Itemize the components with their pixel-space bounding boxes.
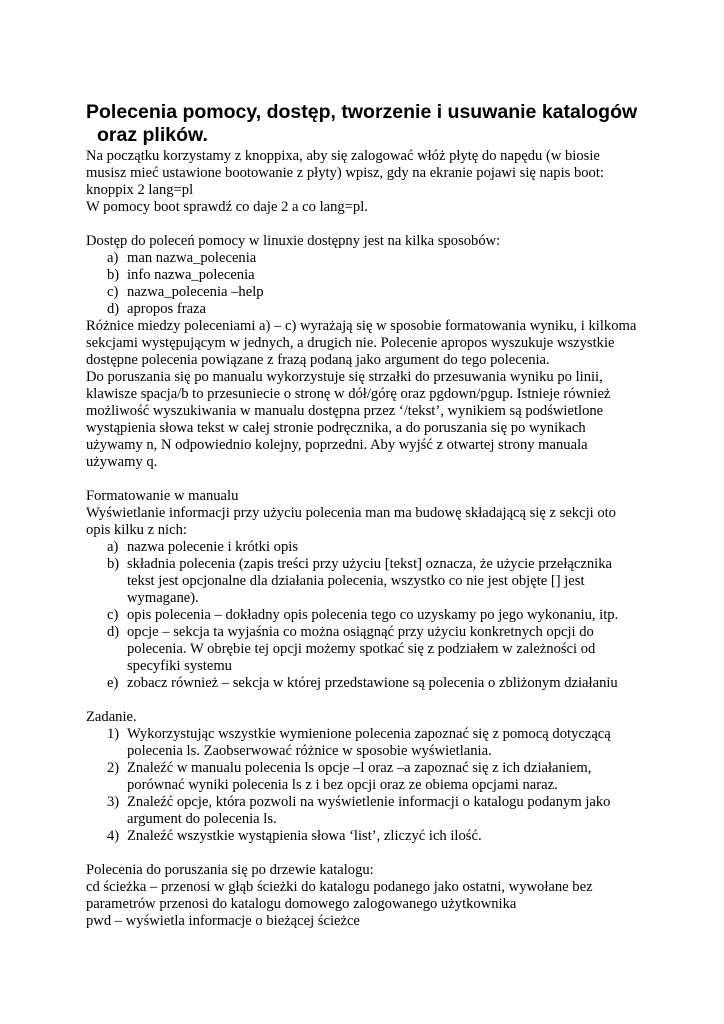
task-item-continuation [86,743,646,760]
list-text: apropos fraza [127,301,207,317]
list-marker: 2) [107,760,120,776]
list-marker: b) [107,556,120,572]
help-paragraph-line: dostępne polecenia powiązane z frazą podaną jako argument do tego polecenia. [86,352,550,368]
intro-line: musisz mieć ustawione bootowanie z płyty) wpisz, gdy na ekranie pojawi się napis boot: [86,165,604,181]
task-item [86,828,646,845]
paragraph-gap [86,692,646,709]
list-marker: d) [107,624,120,640]
list-item [86,624,646,641]
navigation-line: pwd – wyświetla informacje o bieżącej ścieżce [86,913,360,929]
list-text: specyfiki systemu [127,658,232,674]
list-marker: c) [107,607,119,623]
list-text: tekst jest opcjonalne dla działania polecenia, wszystko co nie jest objęte [] jest [127,573,585,589]
paragraph-gap [86,471,646,488]
list-text: Znaleźć opcje, która pozwoli na wyświetlenie informacji o katalogu podanym jako [127,794,611,810]
paragraph-gap [86,845,646,862]
list-marker: 3) [107,794,120,810]
list-item [86,675,646,692]
list-text: polecenia. W obrębie tej opcji możemy spotkać się z podziałem w zależności od [127,641,596,657]
task-item [86,794,646,811]
task-item [86,726,646,743]
formatting-lead-line: opis kilku z nich: [86,522,187,538]
list-text: zobacz również – sekcja w której przedstawione są polecenia o zbliżonym działaniu [127,675,618,691]
list-text: nazwa_polecenia –help [127,284,264,300]
list-text: info nazwa_polecenia [127,267,255,283]
task-item-continuation [86,811,646,828]
help-paragraph-line: używamy n, N odpowiednio kolejny, poprzedni. Aby wyjść z otwartej strony manuala [86,437,588,453]
help-paragraph-line: Różnice miedzy poleceniami a) – c) wyrażają się w sposobie formatowania wyniku, i kilkoma [86,318,637,334]
help-lead: Dostęp do poleceń pomocy w linuxie dostępny jest na kilka sposobów: [86,233,501,249]
help-paragraph-line: Do poruszania się po manualu wykorzystuje się strzałki do przesuwania wyniku po linii, [86,369,603,385]
list-marker: 1) [107,726,120,742]
list-text: argument do polecenia ls. [127,811,277,827]
list-text: Wykorzystując wszystkie wymienione polecenia zapoznać się z pomocą dotyczącą [127,726,611,742]
paragraph-gap [86,216,646,233]
section-heading: Zadanie. [86,709,137,725]
title-line-2: oraz plików. [97,124,208,146]
list-item-continuation [86,573,646,590]
page-title [86,101,686,147]
help-paragraph-line: używamy q. [86,454,158,470]
list-item [86,556,646,573]
section-heading: Formatowanie w manualu [86,488,239,504]
help-paragraph-line: klawisze spacja/b to przesuniecie o stronę w dół/górę oraz pgdown/pgup. Istnieje również [86,386,611,402]
intro-line: Na początku korzystamy z knoppixa, aby się zalogować włóż płytę do napędu (w biosie [86,148,600,164]
list-text: Znaleźć wszystkie wystąpienia słowa ‘list’, zliczyć ich ilość. [127,828,482,844]
formatting-lead-line: Wyświetlanie informacji przy użyciu polecenia man ma budowę składającą się z sekcji oto [86,505,616,521]
list-text: wymagane). [127,590,199,606]
list-text: składnia polecenia (zapis treści przy użyciu [tekst] oznacza, że użycie przełącznika [127,556,612,572]
list-marker: c) [107,284,119,300]
intro-line: W pomocy boot sprawdź co daje 2 a co lang=pl. [86,199,368,215]
list-item [86,607,646,624]
list-item [86,539,646,556]
navigation-line: Polecenia do poruszania się po drzewie katalogu: [86,862,374,878]
task-item-continuation [86,777,646,794]
list-text: Znaleźć w manualu polecenia ls opcje –l oraz –a zapoznać się z ich działaniem, [127,760,592,776]
list-marker: a) [107,539,119,555]
list-marker: d) [107,301,120,317]
list-item [86,284,646,301]
list-marker: 4) [107,828,120,844]
task-item [86,760,646,777]
document-body [86,148,646,930]
list-item [86,250,646,267]
list-item [86,301,646,318]
list-text: opcje – sekcja ta wyjaśnia co można osiągnąć przy użyciu konkretnych opcji do [127,624,594,640]
list-text: porównać wyniki polecenia ls z i bez opcji oraz ze obiema opcjami naraz. [127,777,558,793]
list-marker: e) [107,675,119,691]
navigation-line: cd ścieżka – przenosi w głąb ścieżki do katalogu podanego jako ostatni, wywołane bez [86,879,593,895]
list-text: polecenia ls. Zaobserwować różnice w sposobie wyświetlania. [127,743,492,759]
intro-line: knoppix 2 lang=pl [86,182,194,198]
navigation-line: parametrów przenosi do katalogu domowego zalogowanego użytkownika [86,896,517,912]
help-paragraph-line: możliwość wyszukiwania w manualu dostępna przez ‘/tekst’, wynikiem są podświetlone [86,403,604,419]
list-text: opis polecenia – dokładny opis polecenia tego co uzyskamy po jego wykonaniu, itp. [127,607,619,623]
list-item [86,267,646,284]
list-item-continuation [86,590,646,607]
list-marker: b) [107,267,120,283]
help-paragraph-line: wystąpienia słowa tekst w całej stronie podręcznika, a do poruszania się po wynikach [86,420,586,436]
help-paragraph-line: sekcjami występującym w jednych, a drugich nie. Polecenie apropos wyszukuje wszystkie [86,335,615,351]
title-line-1: Polecenia pomocy, dostęp, tworzenie i usuwanie katalogów [86,101,638,123]
list-marker: a) [107,250,119,266]
list-item-continuation [86,641,646,658]
list-text: man nazwa_polecenia [127,250,257,266]
list-item-continuation [86,658,646,675]
list-text: nazwa polecenie i krótki opis [127,539,299,555]
